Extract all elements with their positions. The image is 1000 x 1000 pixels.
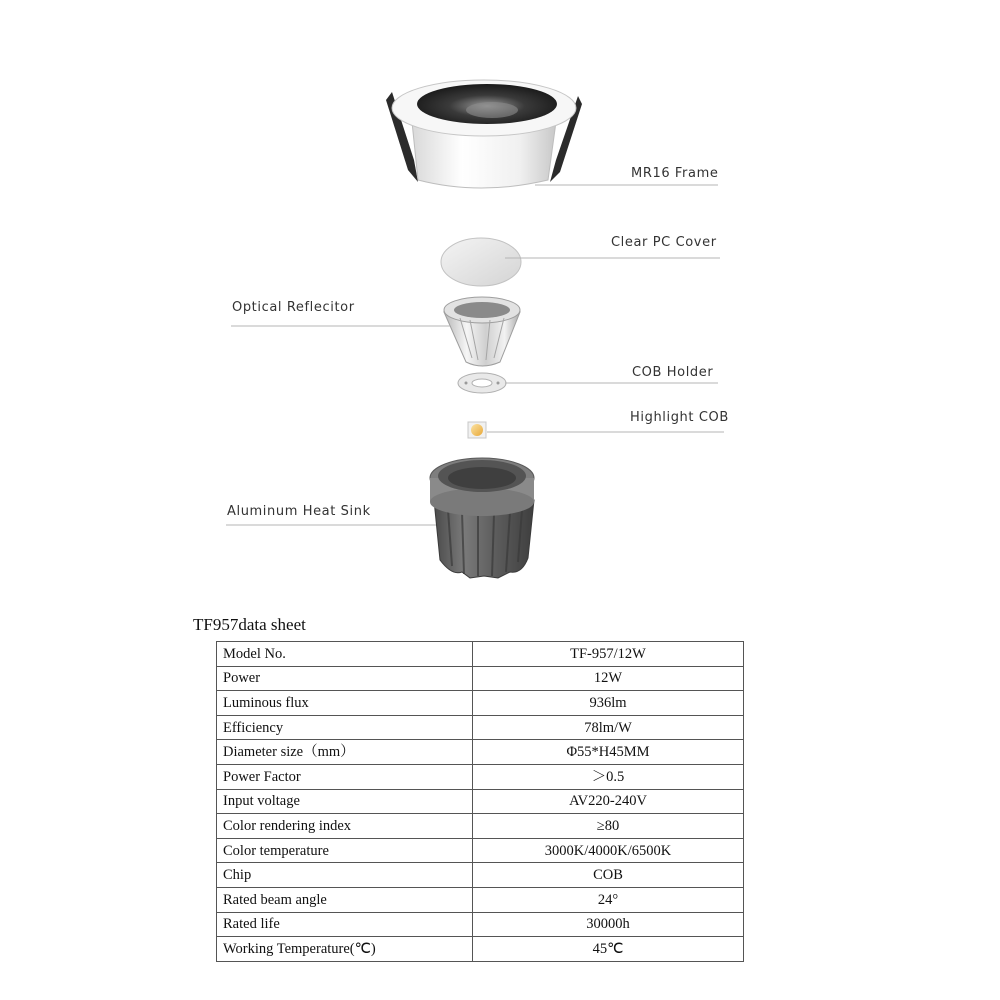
table-row — [217, 863, 744, 888]
spec-label: Color rendering index — [217, 814, 473, 839]
table-row — [217, 937, 744, 962]
reflector-callout: Optical Reflecitor — [232, 300, 355, 315]
optical-reflector-part — [444, 297, 520, 366]
cob-holder-part — [458, 373, 506, 393]
spec-value: 30000h — [473, 912, 744, 937]
aluminum-heat-sink-part — [430, 458, 534, 578]
spec-label: Model No. — [217, 642, 473, 667]
spec-value: 936lm — [473, 691, 744, 716]
clear-pc-cover-part — [441, 238, 521, 286]
cob-callout: Highlight COB — [630, 410, 729, 425]
cover-callout: Clear PC Cover — [611, 235, 717, 250]
table-row — [217, 740, 744, 765]
table-row — [217, 912, 744, 937]
spec-label: Rated beam angle — [217, 887, 473, 912]
spec-label: Input voltage — [217, 789, 473, 814]
table-row — [217, 642, 744, 667]
spec-value: Φ55*H45MM — [473, 740, 744, 765]
spec-label: Diameter size（mm） — [217, 740, 473, 765]
spec-label: Working Temperature(℃) — [217, 937, 473, 962]
holder-callout: COB Holder — [632, 365, 714, 380]
table-row — [217, 764, 744, 789]
table-row — [217, 691, 744, 716]
spec-label: Chip — [217, 863, 473, 888]
table-row — [217, 789, 744, 814]
data-sheet-title: TF957data sheet — [193, 615, 306, 634]
spec-value: 12W — [473, 666, 744, 691]
spec-value: TF-957/12W — [473, 642, 744, 667]
spec-value: COB — [473, 863, 744, 888]
spec-label: Power — [217, 666, 473, 691]
table-row — [217, 666, 744, 691]
table-row — [217, 715, 744, 740]
spec-value: 24° — [473, 887, 744, 912]
spec-label: Color temperature — [217, 838, 473, 863]
spec-value: 3000K/4000K/6500K — [473, 838, 744, 863]
spec-label: Luminous flux — [217, 691, 473, 716]
spec-label: Efficiency — [217, 715, 473, 740]
table-row — [217, 887, 744, 912]
heatsink-callout: Aluminum Heat Sink — [227, 504, 371, 519]
spec-value: 45℃ — [473, 937, 744, 962]
spec-label: Rated life — [217, 912, 473, 937]
spec-table — [216, 641, 744, 962]
table-row — [217, 814, 744, 839]
spec-value: AV220-240V — [473, 789, 744, 814]
spec-value: ＞0.5 — [473, 764, 744, 789]
mr16-frame-part — [386, 80, 582, 188]
frame-callout: MR16 Frame — [631, 166, 719, 181]
table-row — [217, 838, 744, 863]
spec-value: ≥80 — [473, 814, 744, 839]
highlight-cob-part — [468, 422, 486, 438]
spec-value: 78lm/W — [473, 715, 744, 740]
spec-label: Power Factor — [217, 764, 473, 789]
